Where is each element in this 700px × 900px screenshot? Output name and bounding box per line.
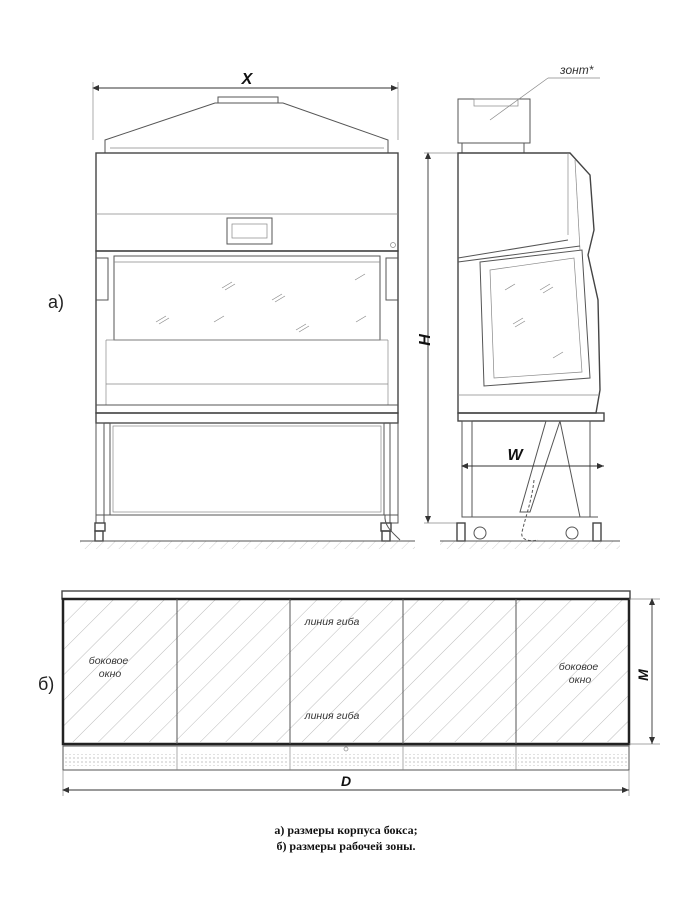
hood-label: зонт*: [560, 63, 594, 77]
view-a-label: а): [48, 292, 65, 312]
caption-line-2: б) размеры рабочей зоны.: [276, 839, 416, 853]
bend-line-label-bottom: линия гиба: [304, 710, 360, 722]
exhaust-hood: [458, 99, 530, 143]
caption-line-1: а) размеры корпуса бокса;: [274, 823, 418, 837]
bend-line-label-top: линия гиба: [304, 616, 360, 628]
dimension-h-label: H: [417, 334, 434, 346]
front-work-zone: [96, 251, 398, 413]
control-panel-display: [227, 218, 272, 244]
side-window-label-left: боковое окно: [88, 655, 129, 680]
front-sash-window: [114, 256, 380, 340]
view-b-label: б): [38, 674, 55, 694]
side-view: [417, 63, 620, 549]
front-top-cover: [105, 103, 388, 153]
front-upper-body: [96, 153, 398, 251]
side-window-label-right: боковое окно: [558, 661, 599, 686]
dimension-x-label: X: [241, 71, 253, 88]
front-stand-top-rail: [96, 413, 398, 423]
dimension-d-label: D: [340, 773, 352, 789]
front-view: [80, 71, 415, 549]
dimension-m-label: M: [635, 669, 651, 681]
dimension-w-label: W: [507, 447, 523, 464]
work-zone-view: [62, 591, 660, 796]
side-window-frame: [480, 250, 590, 386]
front-stand-panel: [110, 423, 384, 515]
side-cabinet-outline: [458, 153, 600, 413]
